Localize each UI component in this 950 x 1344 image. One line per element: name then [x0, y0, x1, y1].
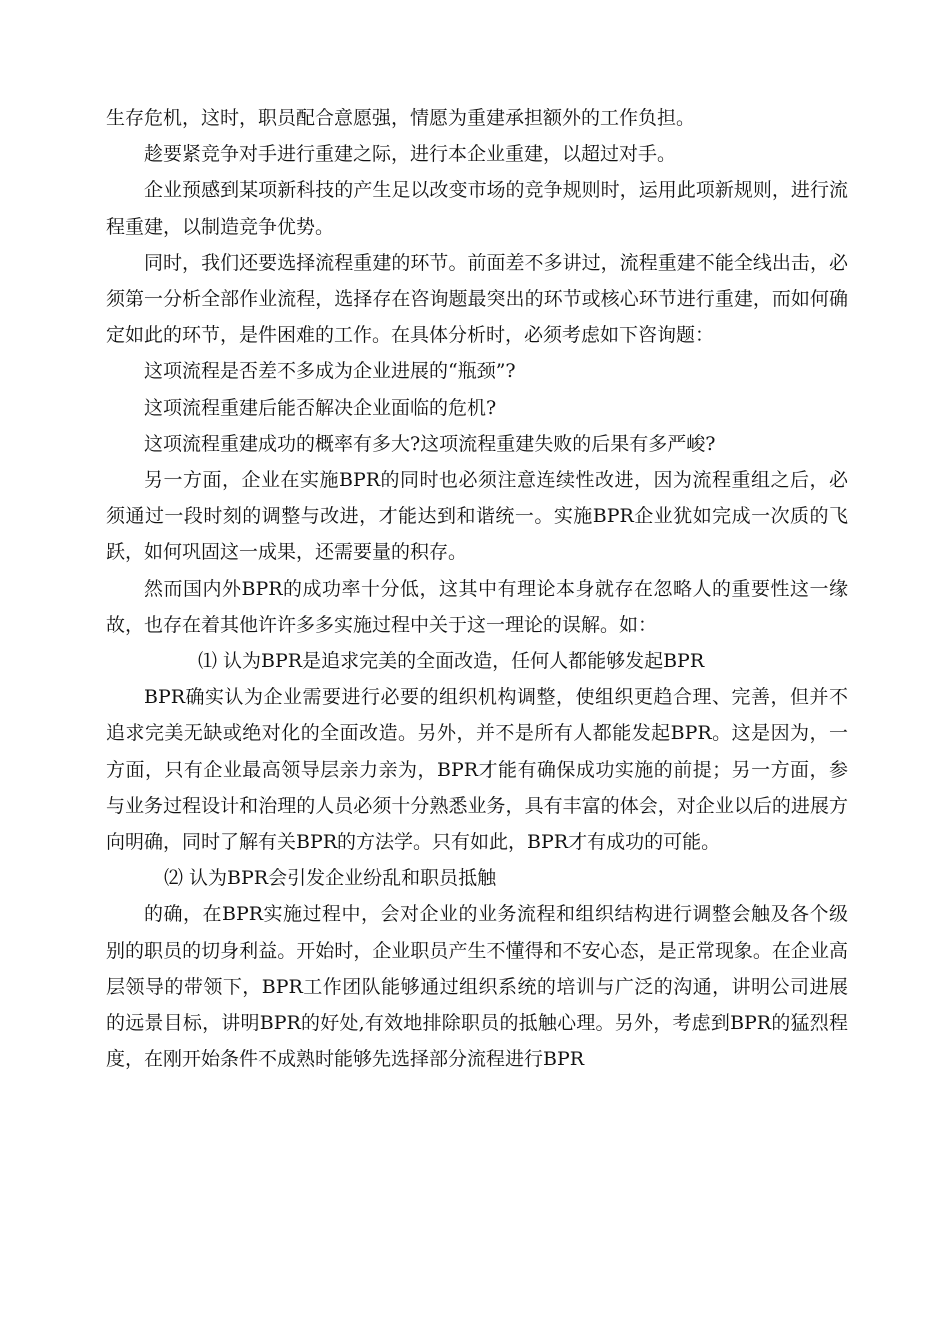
paragraph-1: 生存危机，这时，职员配合意愿强，情愿为重建承担额外的工作负担。: [106, 107, 696, 129]
paragraph-2: 趁要紧竞争对手进行重建之际，进行本企业重建，以超过对手。: [144, 143, 677, 166]
section-number-2: ⑵: [164, 867, 184, 890]
section-heading-1: [106, 643, 848, 679]
section-heading-1-text: 认为BPR是追求完美的全面改造，任何人都能够发起BPR: [223, 650, 705, 673]
question-2: 这项流程重建后能否解决企业面临的危机?: [144, 396, 497, 419]
document-page: [106, 100, 848, 1077]
paragraph-3: 企业预感到某项新科技的产生足以改变市场的竞争规则时，运用此项新规则，进行流程重建，以制造竞争优势。: [106, 179, 848, 238]
paragraph-8: 的确，在BPR实施过程中，会对企业的业务流程和组织结构进行调整会触及各个级别的职员的切身利益。开始时，企业职员产生不懂得和不安心态，是正常现象。在企业高层领导的带领下，BPR工作团队能够通过组织系统的培训与广泛的沟通，讲明公司进展的远景目标，讲明BPR的好处,有效地排除职员的抵触心理。另外，考虑到BPR的猛烈程度，在刚开始条件不成熟时能够先选择部分流程进行BPR: [106, 903, 848, 1071]
question-1: 这项流程是否差不多成为企业进展的“瓶颈”?: [144, 360, 516, 383]
paragraph-5: 另一方面，企业在实施BPR的同时也必须注意连续性改进，因为流程重组之后，必须通过一段时刻的调整与改进，才能达到和谐统一。实施BPR企业犹如完成一次质的飞跃，如何巩固这一成果，还需要量的积存。: [106, 469, 848, 564]
question-3: 这项流程重建成功的概率有多大?这项流程重建失败的后果有多严峻?: [144, 432, 716, 455]
section-heading-2: [106, 860, 848, 896]
section-number-1: ⑴: [198, 650, 218, 673]
paragraph-4: 同时，我们还要选择流程重建的环节。前面差不多讲过，流程重建不能全线出击，必须第一分析全部作业流程，选择存在咨询题最突出的环节或核心环节进行重建，而如何确定如此的环节，是件困难的工作。在具体分析时，必须考虑如下咨询题：: [106, 251, 848, 347]
paragraph-7: BPR确实认为企业需要进行必要的组织机构调整，使组织更趋合理、完善，但并不追求完美无缺或绝对化的全面改造。另外，并不是所有人都能发起BPR。这是因为，一方面，只有企业最高领导层亲力亲为，BPR才能有确保成功实施的前提；另一方面，参与业务过程设计和治理的人员必须十分熟悉业务，具有丰富的体会，对企业以后的进展方向明确，同时了解有关BPR的方法学。只有如此，BPR才有成功的可能。: [106, 686, 848, 854]
section-heading-2-text: 认为BPR会引发企业纷乱和职员抵触: [189, 867, 497, 890]
paragraph-6: 然而国内外BPR的成功率十分低，这其中有理论本身就存在忽略人的重要性这一缘故，也存在着其他许许多多实施过程中关于这一理论的误解。如：: [106, 577, 848, 636]
